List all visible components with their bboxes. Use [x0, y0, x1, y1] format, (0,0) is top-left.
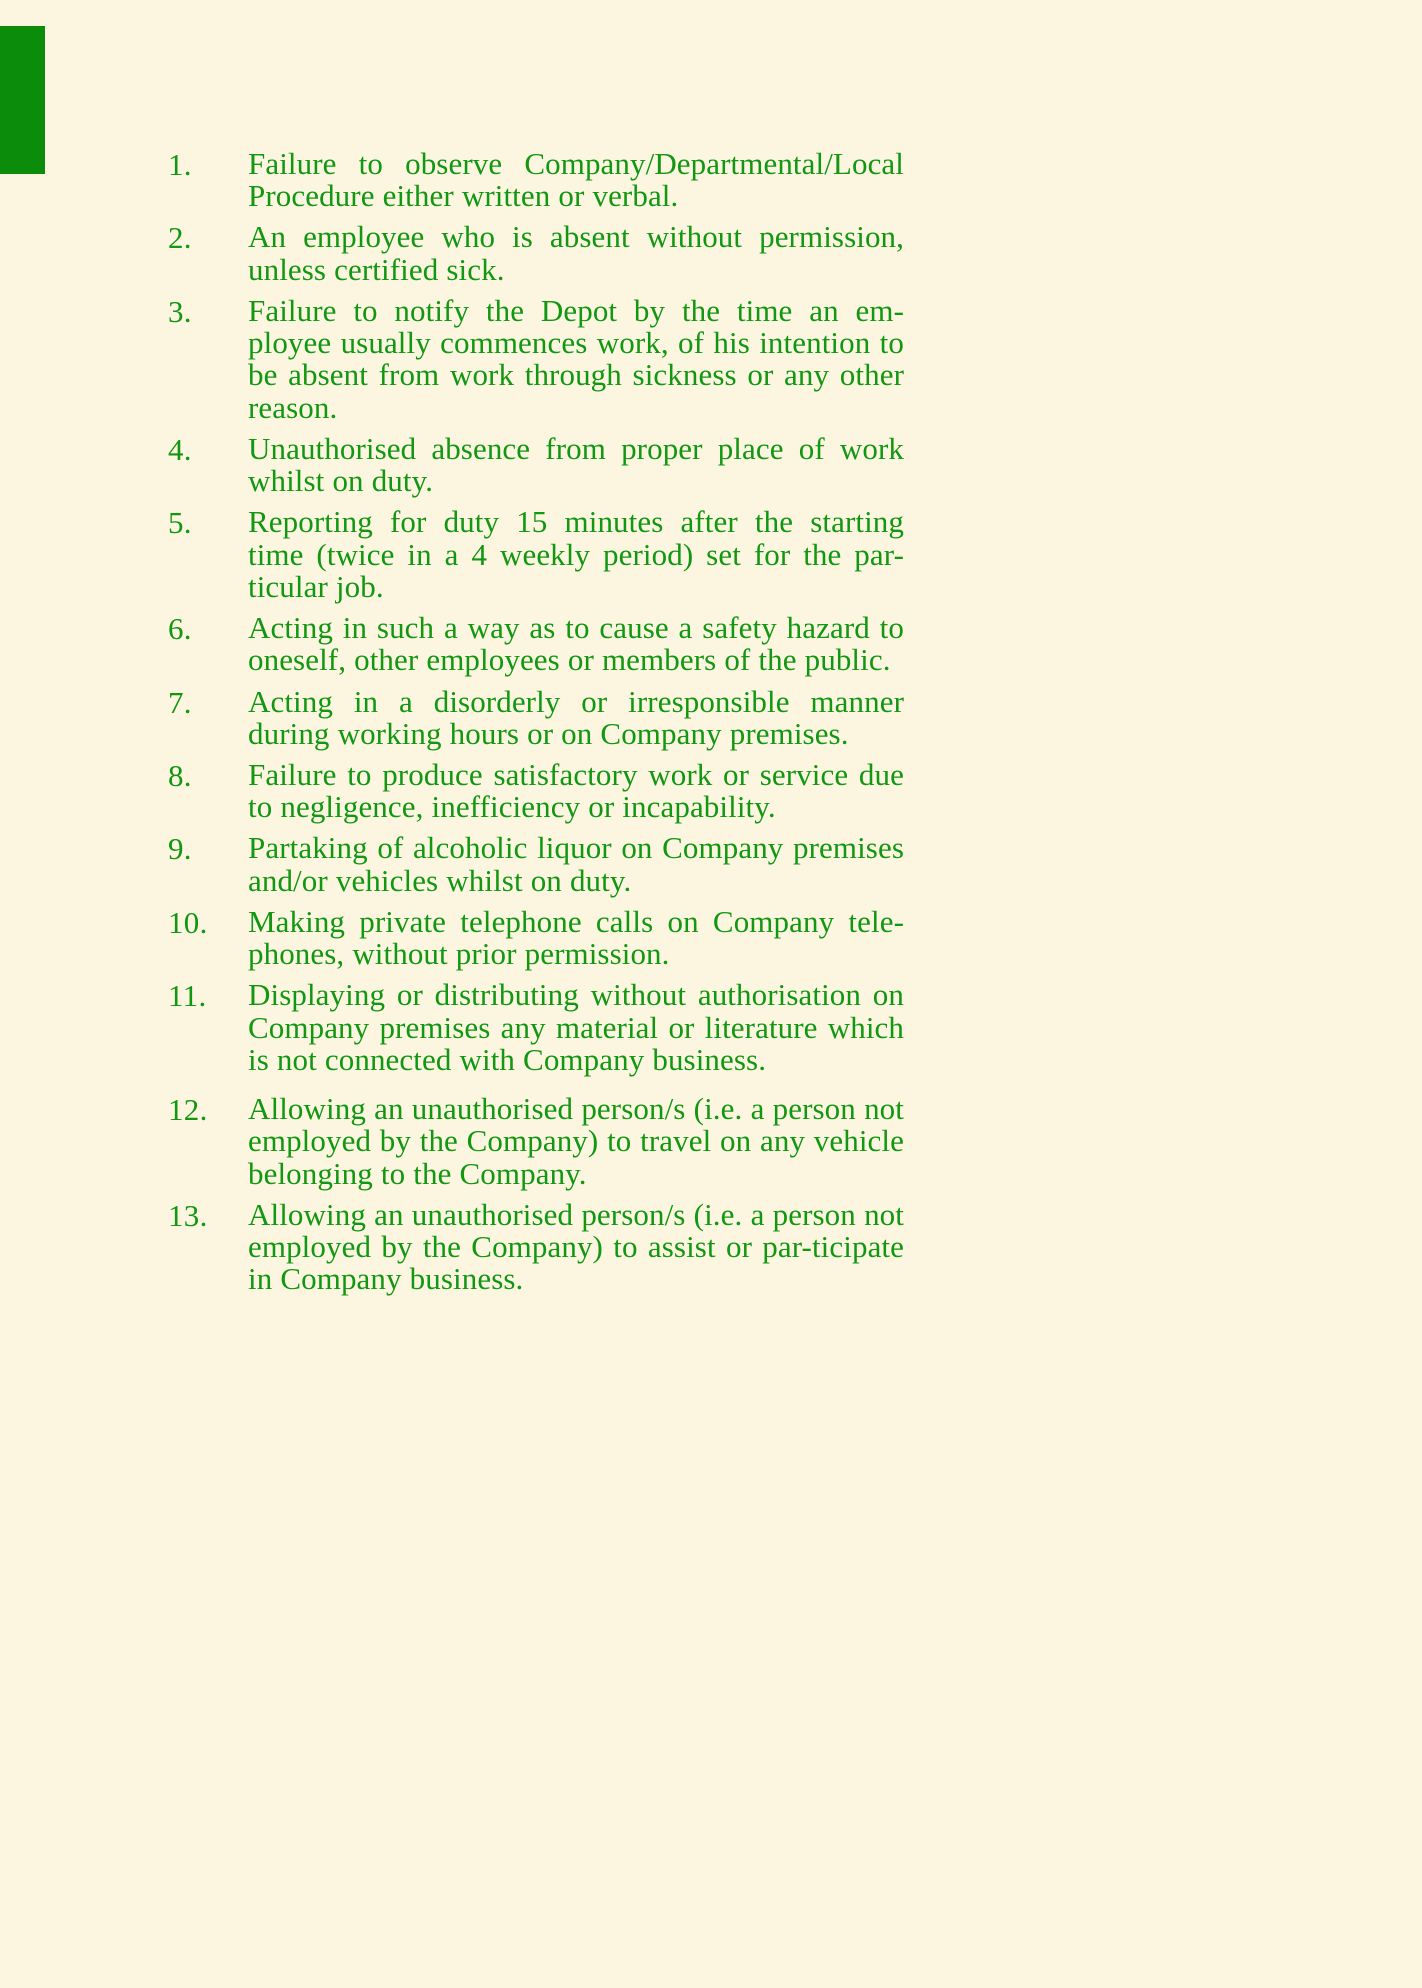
list-item-number: 2.: [168, 220, 192, 256]
list-item-number: 7.: [168, 684, 192, 720]
list-item-number: 4.: [168, 431, 192, 467]
list-item: [168, 683, 904, 751]
list-item: [168, 1196, 904, 1297]
list-item-number: 1.: [168, 147, 192, 182]
list-item-number: 12.: [168, 1092, 208, 1128]
list-item: [168, 612, 904, 676]
list-item-text: Unauthorised absence from proper place of work whilst on duty.: [248, 430, 904, 499]
list-item: [168, 903, 904, 972]
list-item-number: 9.: [168, 831, 192, 867]
list-item: [168, 832, 904, 896]
disciplinary-rules-list: [168, 148, 904, 1305]
green-ink-block-icon: [0, 26, 45, 174]
list-item: [168, 756, 904, 825]
list-item-text: Acting in such a way as to cause a safety hazard to oneself, other employees or members of the public.: [248, 610, 904, 678]
list-item: [168, 292, 904, 425]
list-item-number: 3.: [168, 293, 192, 329]
list-item-number: 11.: [168, 978, 207, 1014]
list-item-text: Reporting for duty 15 minutes after the starting time (twice in a 4 weekly period) set for the par-ticular job.: [248, 504, 904, 604]
list-item-text: Acting in a disorderly or irresponsible manner during working hours or on Company premises.: [248, 683, 904, 751]
list-item-text: Making private telephone calls on Company tele-phones, without prior permission.: [248, 903, 904, 972]
list-item-text: Failure to observe Company/Departmental/Local Procedure either written or verbal.: [248, 146, 904, 214]
list-item: [168, 430, 904, 499]
list-item: [168, 506, 904, 603]
list-item-text: Allowing an unauthorised person/s (i.e. a person not employed by the Company) to assist or par-ticipate in Company business.: [248, 1196, 904, 1297]
list-item: [168, 979, 904, 1076]
list-item-text: Partaking of alcoholic liquor on Company premises and/or vehicles whilst on duty.: [248, 830, 904, 898]
list-item: [168, 148, 904, 212]
list-item-text: Failure to produce satisfactory work or service due to negligence, inefficiency or incapability.: [248, 756, 904, 825]
list-item-text: An employee who is absent without permission, unless certified sick.: [248, 219, 904, 287]
list-item-number: 10.: [168, 904, 208, 940]
list-item: [168, 221, 904, 285]
list-item-number: 5.: [168, 505, 192, 541]
list-item-text: Failure to notify the Depot by the time an em-ployee usually commences work, of his intention to be absent from work through sickness or any other reason.: [248, 292, 904, 425]
list-item-text: Allowing an unauthorised person/s (i.e. a person not employed by the Company) to travel on any vehicle belonging to the Company.: [248, 1091, 904, 1191]
list-item-number: 13.: [168, 1197, 208, 1233]
list-item: [168, 1093, 904, 1190]
list-item-number: 8.: [168, 757, 192, 793]
list-item-number: 6.: [168, 611, 192, 647]
list-item-text: Displaying or distributing without authorisation on Company premises any material or literature which is not connected with Company business.: [248, 977, 904, 1077]
